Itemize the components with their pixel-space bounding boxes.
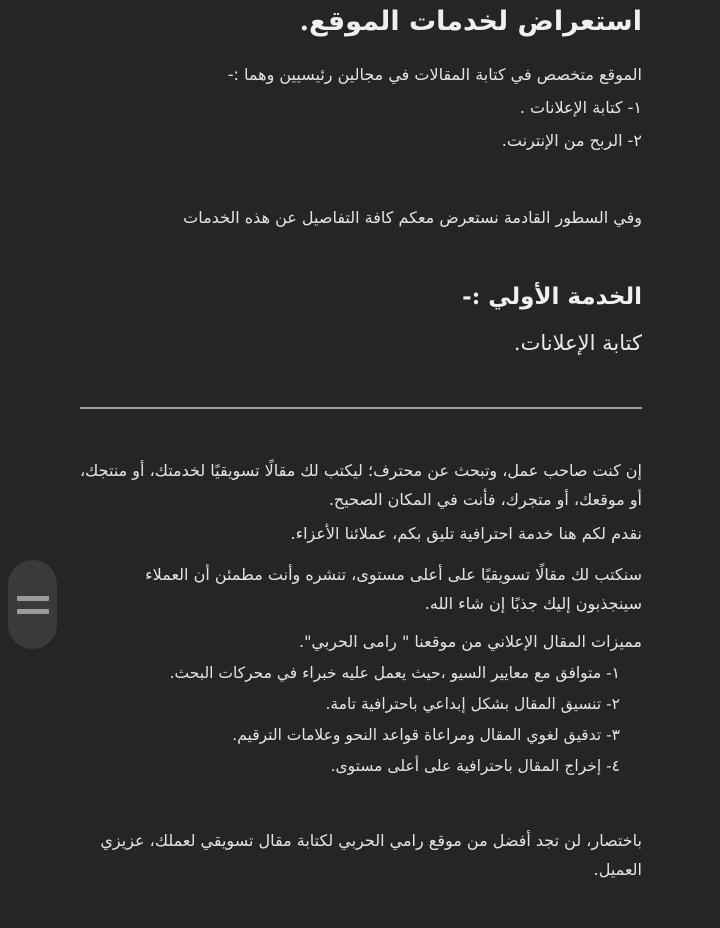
page-title: استعراض لخدمات الموقع. — [299, 6, 642, 37]
service-name: كتابة الإعلانات. — [513, 331, 642, 355]
edge-drag-handle[interactable] — [8, 560, 57, 649]
body-paragraph: إن كنت صاحب عمل، وتبحث عن محترف؛ ليكتب لك مقالًا تسويقيًا لخدمتك، أو منتجك، أو موقعك، أو متجرك، فأنت في المكان الصحيح. — [80, 461, 642, 509]
transition-paragraph: وفي السطور القادمة نستعرض معكم كافة التفاصيل عن هذه الخدمات — [183, 208, 642, 227]
feature-list-item: ٤- إخراج المقال باحترافية على أعلى مستوى. — [330, 757, 620, 775]
intro-paragraph: الموقع متخصص في كتابة المقالات في مجالين رئيسيين وهما :- — [227, 65, 642, 84]
features-title: مميزات المقال الإعلاني من موقعنا " رامى الحربي". — [298, 632, 642, 651]
service-heading: الخدمة الأولي :- — [462, 283, 642, 310]
feature-list-item: ١- متوافق مع معايير السيو ،حيث يعمل عليه خبراء في محركات البحث. — [169, 664, 620, 682]
field-list-item: ٢- الربح من الإنترنت. — [501, 131, 642, 150]
handle-line-icon — [17, 609, 49, 614]
section-divider — [80, 407, 642, 409]
feature-list-item: ٢- تنسيق المقال بشكل إبداعي باحترافية تامة. — [325, 695, 620, 713]
conclusion-paragraph: باختصار، لن تجد أفضل من موقع رامي الحربي لكتابة مقال تسويقي لعملك، عزيزي العميل. — [100, 831, 642, 879]
handle-line-icon — [17, 596, 49, 601]
body-paragraph: نقدم لكم هنا خدمة احترافية تليق بكم، عملائنا الأعزاء. — [290, 524, 642, 543]
feature-list-item: ٣- تدقيق لغوي المقال ومراعاة قواعد النحو وعلامات الترقيم. — [232, 726, 620, 744]
field-list-item: ١- كتابة الإعلانات . — [519, 98, 642, 117]
body-paragraph: سنكتب لك مقالًا تسويقيًا على أعلى مستوى، تنشره وأنت مطمئن أن العملاء سينجذبون إليك جذبًا إن شاء الله. — [145, 565, 642, 613]
